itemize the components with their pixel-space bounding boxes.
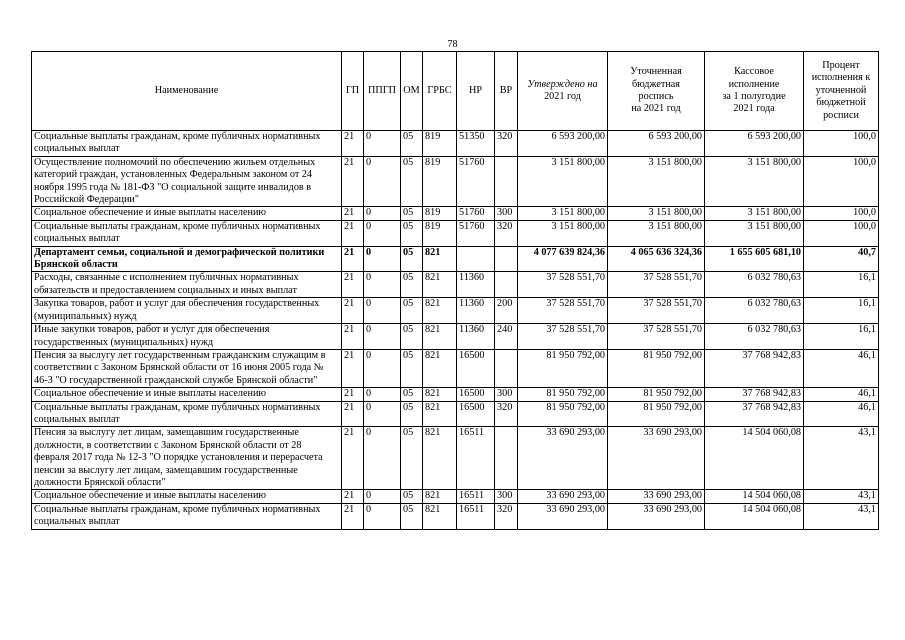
row-ppgp: 0 bbox=[364, 349, 401, 387]
row-percent: 100,0 bbox=[804, 207, 879, 220]
row-cash: 37 768 942,83 bbox=[705, 401, 804, 427]
row-np: 16500 bbox=[457, 388, 495, 401]
row-ppgp: 0 bbox=[364, 401, 401, 427]
row-approved: 81 950 792,00 bbox=[518, 388, 608, 401]
row-grbs: 819 bbox=[423, 207, 457, 220]
row-gp: 21 bbox=[342, 401, 364, 427]
row-grbs: 821 bbox=[423, 490, 457, 503]
row-cash: 1 655 605 681,10 bbox=[705, 246, 804, 272]
row-name: Социальные выплаты гражданам, кроме публичных нормативных социальных выплат bbox=[32, 401, 342, 427]
row-percent: 100,0 bbox=[804, 156, 879, 207]
row-gp: 21 bbox=[342, 298, 364, 324]
header-name: Наименование bbox=[32, 52, 342, 131]
table-body bbox=[32, 131, 879, 530]
header-om: ОМ bbox=[401, 52, 423, 131]
row-om: 05 bbox=[401, 207, 423, 220]
row-approved: 4 077 639 824,36 bbox=[518, 246, 608, 272]
header-percent-line1: Процент bbox=[822, 59, 860, 71]
header-refined-line1: Уточненная bbox=[630, 66, 682, 78]
row-vr: 200 bbox=[495, 298, 518, 324]
row-cash: 6 032 780,63 bbox=[705, 324, 804, 350]
row-gp: 21 bbox=[342, 349, 364, 387]
row-ppgp: 0 bbox=[364, 246, 401, 272]
row-cash: 6 032 780,63 bbox=[705, 298, 804, 324]
row-om: 05 bbox=[401, 298, 423, 324]
row-om: 05 bbox=[401, 349, 423, 387]
row-vr: 300 bbox=[495, 207, 518, 220]
budget-table bbox=[31, 51, 879, 530]
header-cash-line1: Кассовое bbox=[734, 66, 774, 78]
row-om: 05 bbox=[401, 246, 423, 272]
row-ppgp: 0 bbox=[364, 207, 401, 220]
header-cash-line4: 2021 года bbox=[733, 103, 775, 115]
row-refined: 6 593 200,00 bbox=[608, 131, 705, 157]
row-cash: 6 593 200,00 bbox=[705, 131, 804, 157]
row-np: 51760 bbox=[457, 156, 495, 207]
row-cash: 14 504 060,08 bbox=[705, 490, 804, 503]
row-om: 05 bbox=[401, 427, 423, 490]
row-vr: 240 bbox=[495, 324, 518, 350]
row-grbs: 819 bbox=[423, 156, 457, 207]
row-percent: 46,1 bbox=[804, 388, 879, 401]
row-vr bbox=[495, 427, 518, 490]
row-refined: 33 690 293,00 bbox=[608, 490, 705, 503]
row-gp: 21 bbox=[342, 503, 364, 529]
row-grbs: 821 bbox=[423, 388, 457, 401]
row-np: 16500 bbox=[457, 401, 495, 427]
row-approved: 33 690 293,00 bbox=[518, 503, 608, 529]
header-percent-line5: росписи bbox=[823, 109, 859, 121]
row-np: 16500 bbox=[457, 349, 495, 387]
page-number: 78 bbox=[447, 39, 458, 50]
row-percent: 16,1 bbox=[804, 272, 879, 298]
row-refined: 81 950 792,00 bbox=[608, 349, 705, 387]
row-ppgp: 0 bbox=[364, 298, 401, 324]
table-row bbox=[32, 156, 879, 207]
row-vr: 300 bbox=[495, 490, 518, 503]
row-grbs: 819 bbox=[423, 131, 457, 157]
row-approved: 33 690 293,00 bbox=[518, 490, 608, 503]
row-percent: 43,1 bbox=[804, 503, 879, 529]
row-ppgp: 0 bbox=[364, 220, 401, 246]
table-row bbox=[32, 401, 879, 427]
row-refined: 37 528 551,70 bbox=[608, 324, 705, 350]
row-om: 05 bbox=[401, 131, 423, 157]
row-np bbox=[457, 246, 495, 272]
row-gp: 21 bbox=[342, 207, 364, 220]
row-name: Расходы, связанные с исполнением публичных нормативных обязательств и предоставлением социальных и иных выплат bbox=[32, 272, 342, 298]
table-row bbox=[32, 388, 879, 401]
row-percent: 100,0 bbox=[804, 220, 879, 246]
row-gp: 21 bbox=[342, 131, 364, 157]
row-np: 51760 bbox=[457, 220, 495, 246]
row-gp: 21 bbox=[342, 272, 364, 298]
row-cash: 6 032 780,63 bbox=[705, 272, 804, 298]
row-approved: 81 950 792,00 bbox=[518, 401, 608, 427]
header-refined-line4: на 2021 год bbox=[631, 103, 681, 115]
row-percent: 16,1 bbox=[804, 298, 879, 324]
row-refined: 4 065 636 324,36 bbox=[608, 246, 705, 272]
header-cash-line3: за 1 полугодие bbox=[722, 91, 786, 102]
row-ppgp: 0 bbox=[364, 490, 401, 503]
row-np: 11360 bbox=[457, 298, 495, 324]
header-gp: ГП bbox=[342, 52, 364, 131]
row-grbs: 821 bbox=[423, 246, 457, 272]
row-ppgp: 0 bbox=[364, 156, 401, 207]
table-row bbox=[32, 220, 879, 246]
row-approved: 3 151 800,00 bbox=[518, 207, 608, 220]
table-row bbox=[32, 503, 879, 529]
row-grbs: 821 bbox=[423, 503, 457, 529]
table-row bbox=[32, 131, 879, 157]
row-name: Департамент семьи, социальной и демографической политики Брянской области bbox=[32, 246, 342, 272]
row-name: Социальное обеспечение и иные выплаты населению bbox=[32, 207, 342, 220]
header-ppgp: ППГП bbox=[364, 52, 401, 131]
row-grbs: 821 bbox=[423, 401, 457, 427]
row-approved: 3 151 800,00 bbox=[518, 156, 608, 207]
row-refined: 3 151 800,00 bbox=[608, 207, 705, 220]
row-np: 11360 bbox=[457, 324, 495, 350]
row-gp: 21 bbox=[342, 156, 364, 207]
table-row bbox=[32, 272, 879, 298]
header-vr: ВР bbox=[495, 52, 518, 131]
header-percent bbox=[804, 52, 879, 131]
row-refined: 33 690 293,00 bbox=[608, 503, 705, 529]
row-grbs: 821 bbox=[423, 349, 457, 387]
row-percent: 43,1 bbox=[804, 427, 879, 490]
row-cash: 37 768 942,83 bbox=[705, 388, 804, 401]
header-approved bbox=[518, 52, 608, 131]
row-ppgp: 0 bbox=[364, 131, 401, 157]
row-name: Иные закупки товаров, работ и услуг для обеспечения государственных (муниципальных) нужд bbox=[32, 324, 342, 350]
row-np: 11360 bbox=[457, 272, 495, 298]
table-row bbox=[32, 349, 879, 387]
row-om: 05 bbox=[401, 156, 423, 207]
row-om: 05 bbox=[401, 490, 423, 503]
row-cash: 3 151 800,00 bbox=[705, 220, 804, 246]
table-row bbox=[32, 207, 879, 220]
row-cash: 14 504 060,08 bbox=[705, 503, 804, 529]
row-vr bbox=[495, 246, 518, 272]
row-ppgp: 0 bbox=[364, 503, 401, 529]
row-name: Социальные выплаты гражданам, кроме публичных нормативных социальных выплат bbox=[32, 220, 342, 246]
row-vr: 320 bbox=[495, 503, 518, 529]
row-percent: 46,1 bbox=[804, 349, 879, 387]
row-gp: 21 bbox=[342, 246, 364, 272]
row-vr: 300 bbox=[495, 388, 518, 401]
row-approved: 3 151 800,00 bbox=[518, 220, 608, 246]
row-cash: 37 768 942,83 bbox=[705, 349, 804, 387]
header-row bbox=[32, 52, 879, 131]
row-approved: 6 593 200,00 bbox=[518, 131, 608, 157]
row-percent: 46,1 bbox=[804, 401, 879, 427]
row-gp: 21 bbox=[342, 220, 364, 246]
row-ppgp: 0 bbox=[364, 324, 401, 350]
row-np: 16511 bbox=[457, 503, 495, 529]
row-name: Социальное обеспечение и иные выплаты населению bbox=[32, 490, 342, 503]
row-name: Закупка товаров, работ и услуг для обеспечения государственных (муниципальных) нужд bbox=[32, 298, 342, 324]
row-approved: 33 690 293,00 bbox=[518, 427, 608, 490]
row-approved: 81 950 792,00 bbox=[518, 349, 608, 387]
row-gp: 21 bbox=[342, 388, 364, 401]
row-cash: 3 151 800,00 bbox=[705, 207, 804, 220]
row-grbs: 821 bbox=[423, 272, 457, 298]
row-cash: 3 151 800,00 bbox=[705, 156, 804, 207]
row-name: Пенсия за выслугу лет государственным гражданским служащим в соответствии с Законом Брянской области от 16 июня 2005 года № 46-З "О государственной гражданской службе Брянской области" bbox=[32, 349, 342, 387]
row-grbs: 819 bbox=[423, 220, 457, 246]
header-np: НР bbox=[457, 52, 495, 131]
row-vr bbox=[495, 272, 518, 298]
table-row bbox=[32, 324, 879, 350]
header-percent-line4: бюджетной bbox=[816, 97, 866, 109]
header-approved-line2: 2021 год bbox=[544, 91, 581, 102]
row-percent: 100,0 bbox=[804, 131, 879, 157]
row-vr: 320 bbox=[495, 220, 518, 246]
row-name: Пенсия за выслугу лет лицам, замещавшим государственные должности, в соответствии с Законом Брянской области от 28 февраля 2017 года № 12-З "О порядке установления и перерасчета пенсии за выслугу лет лицам, замещавшим государственные должности Брянской области" bbox=[32, 427, 342, 490]
header-refined-line2: бюджетная bbox=[632, 78, 680, 90]
row-gp: 21 bbox=[342, 324, 364, 350]
row-om: 05 bbox=[401, 503, 423, 529]
row-gp: 21 bbox=[342, 427, 364, 490]
row-np: 16511 bbox=[457, 427, 495, 490]
table-row bbox=[32, 427, 879, 490]
row-ppgp: 0 bbox=[364, 427, 401, 490]
row-name: Социальные выплаты гражданам, кроме публичных нормативных социальных выплат bbox=[32, 131, 342, 157]
row-name: Социальные выплаты гражданам, кроме публичных нормативных социальных выплат bbox=[32, 503, 342, 529]
header-refined-line3: роспись bbox=[638, 91, 674, 102]
row-np: 51760 bbox=[457, 207, 495, 220]
row-vr: 320 bbox=[495, 401, 518, 427]
row-vr bbox=[495, 156, 518, 207]
row-grbs: 821 bbox=[423, 324, 457, 350]
row-percent: 16,1 bbox=[804, 324, 879, 350]
row-grbs: 821 bbox=[423, 298, 457, 324]
row-approved: 37 528 551,70 bbox=[518, 298, 608, 324]
row-om: 05 bbox=[401, 272, 423, 298]
row-approved: 37 528 551,70 bbox=[518, 324, 608, 350]
table-header bbox=[32, 52, 879, 131]
row-refined: 37 528 551,70 bbox=[608, 298, 705, 324]
row-name: Осуществление полномочий по обеспечению жильем отдельных категорий граждан, установленных Федеральным законом от 24 ноября 1995 года № 181-ФЗ "О социальной защите инвалидов в Российской Федерации" bbox=[32, 156, 342, 207]
row-om: 05 bbox=[401, 388, 423, 401]
row-refined: 3 151 800,00 bbox=[608, 220, 705, 246]
row-refined: 81 950 792,00 bbox=[608, 401, 705, 427]
header-cash-line2: исполнение bbox=[728, 78, 780, 90]
row-ppgp: 0 bbox=[364, 388, 401, 401]
row-np: 16511 bbox=[457, 490, 495, 503]
header-approved-line1: Утверждено на bbox=[527, 78, 598, 90]
row-cash: 14 504 060,08 bbox=[705, 427, 804, 490]
header-cash bbox=[705, 52, 804, 131]
row-grbs: 821 bbox=[423, 427, 457, 490]
header-grbs: ГРБС bbox=[423, 52, 457, 131]
row-om: 05 bbox=[401, 324, 423, 350]
row-gp: 21 bbox=[342, 490, 364, 503]
table-row-department bbox=[32, 246, 879, 272]
header-refined bbox=[608, 52, 705, 131]
row-om: 05 bbox=[401, 401, 423, 427]
header-percent-line3: уточненной bbox=[815, 84, 867, 96]
table-row bbox=[32, 298, 879, 324]
row-refined: 3 151 800,00 bbox=[608, 156, 705, 207]
row-vr: 320 bbox=[495, 131, 518, 157]
row-om: 05 bbox=[401, 220, 423, 246]
row-ppgp: 0 bbox=[364, 272, 401, 298]
table-row bbox=[32, 490, 879, 503]
row-np: 51350 bbox=[457, 131, 495, 157]
row-percent: 40,7 bbox=[804, 246, 879, 272]
row-percent: 43,1 bbox=[804, 490, 879, 503]
row-name: Социальное обеспечение и иные выплаты населению bbox=[32, 388, 342, 401]
row-vr bbox=[495, 349, 518, 387]
header-percent-line2: исполнения к bbox=[811, 72, 871, 84]
row-refined: 81 950 792,00 bbox=[608, 388, 705, 401]
row-approved: 37 528 551,70 bbox=[518, 272, 608, 298]
row-refined: 37 528 551,70 bbox=[608, 272, 705, 298]
row-refined: 33 690 293,00 bbox=[608, 427, 705, 490]
